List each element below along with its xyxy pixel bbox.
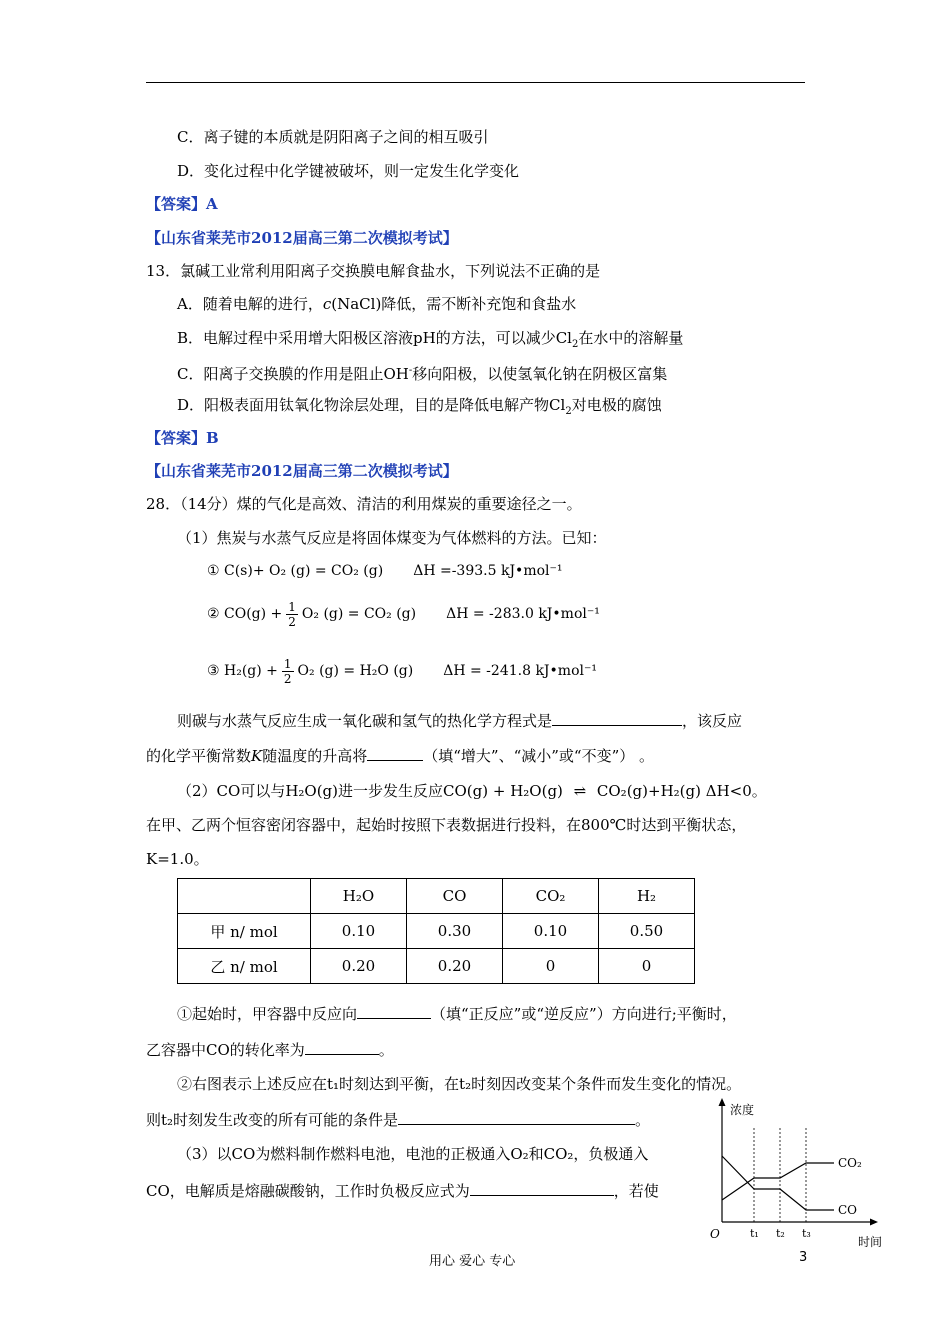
- co2-label: CO₂: [838, 1156, 862, 1170]
- part-3-line1: （3）以CO为燃料制作燃料电池，电池的正极通入O₂和CO₂，负极通入: [177, 1145, 649, 1163]
- t2-label: t₂: [776, 1227, 785, 1240]
- q13-option-c: C．阳离子交换膜的作用是阻止OH-移向阳极，以使氢氧化钠在阴极区富集: [177, 365, 668, 383]
- page-number: 3: [799, 1250, 808, 1265]
- part-2-k-value: K=1.0。: [146, 850, 209, 868]
- source-label: 【山东省莱芜市2012届高三第二次模拟考试】: [146, 229, 458, 247]
- table-cell: H₂: [599, 879, 695, 914]
- part-1-intro: （1）焦炭与水蒸气反应是将固体煤变为气体燃料的方法。已知：: [177, 529, 607, 547]
- table-row: [178, 914, 695, 949]
- t3-label: t₃: [802, 1227, 811, 1240]
- answer-blank[interactable]: [398, 1110, 635, 1125]
- table-cell: CO: [407, 879, 503, 914]
- question-13: 13．氯碱工业常利用阳离子交换膜电解食盐水，下列说法不正确的是: [146, 262, 601, 280]
- answer-blank[interactable]: [367, 746, 423, 761]
- question-i-line2: 乙容器中CO的转化率为 。: [146, 1041, 394, 1059]
- table-cell: 0.20: [311, 949, 407, 984]
- table-cell: CO₂: [503, 879, 599, 914]
- y-axis-arrow: [719, 1098, 726, 1106]
- equation-1: ① C(s)+ O₂ (g) = CO₂ (g) ΔH =-393.5 kJ•mol⁻¹: [207, 563, 563, 579]
- table-cell: H₂O: [311, 879, 407, 914]
- y-axis-label: 浓度: [730, 1103, 755, 1117]
- part-1-question-line1: 则碳与水蒸气反应生成一氧化碳和氢气的热化学方程式是 ，该反应: [177, 712, 743, 730]
- table-cell: 0: [503, 949, 599, 984]
- part-1-question-line2: 的化学平衡常数K随温度的升高将 （填“增大”、“减小”或“不变”） 。: [146, 747, 655, 765]
- footer-slogan: 用心 爱心 专心: [429, 1254, 516, 1269]
- table-cell: 0.30: [407, 914, 503, 949]
- t1-label: t₁: [750, 1227, 759, 1240]
- co2-curve: [722, 1163, 834, 1200]
- table-cell: 0.10: [503, 914, 599, 949]
- co-label: CO: [838, 1203, 858, 1217]
- co-curve: [722, 1156, 834, 1210]
- table-cell: 0: [599, 949, 695, 984]
- table-cell: 甲 n/ mol: [178, 914, 311, 949]
- answer-label: 【答案】A: [146, 195, 218, 213]
- option-d: D．变化过程中化学键被破坏，则一定发生化学变化: [177, 162, 520, 180]
- part-2-reaction: （2）CO可以与H₂O(g)进一步发生反应CO(g) + H₂O(g) ⇌ CO₂(g)+H₂(g) ΔH<0。: [177, 782, 767, 800]
- source-label: 【山东省莱芜市2012届高三第二次模拟考试】: [146, 462, 458, 480]
- header-rule: [146, 82, 805, 83]
- table-cell: 0.20: [407, 949, 503, 984]
- equation-3: ③ H₂(g) + $\frac{1}{2}$ O₂ (g) = H₂O (g) ΔH = -241.8 kJ•mol⁻¹: [207, 656, 597, 686]
- part-3-line2: CO，电解质是熔融碳酸钠，工作时负极反应式为 ，若使: [146, 1182, 659, 1200]
- table-cell: 0.10: [311, 914, 407, 949]
- answer-blank[interactable]: [552, 711, 682, 726]
- q13-option-b: B．电解过程中采用增大阳极区溶液pH的方法，可以减少$Cl_2$在水中的溶解量: [177, 329, 684, 350]
- table-cell: 0.50: [599, 914, 695, 949]
- table-row: [178, 949, 695, 984]
- origin-label: O: [710, 1227, 720, 1241]
- part-2-conditions: 在甲、乙两个恒容密闭容器中，起始时按照下表数据进行投料，在800℃时达到平衡状态，: [146, 816, 747, 834]
- q13-option-a: A．随着电解的进行，c(NaCl)降低，需不断补充饱和食盐水: [177, 295, 577, 313]
- feed-table: [177, 878, 695, 984]
- table-header-row: [178, 879, 695, 914]
- equation-2: ② CO(g) + $\frac{1}{2}$ O₂ (g) = CO₂ (g) ΔH = -283.0 kJ•mol⁻¹: [207, 599, 600, 629]
- answer-blank[interactable]: [305, 1040, 379, 1055]
- table-cell: 乙 n/ mol: [178, 949, 311, 984]
- answer-blank[interactable]: [357, 1004, 431, 1019]
- q13-option-d: D．阳极表面用钛氧化物涂层处理，目的是降低电解产物$Cl_2$对电极的腐蚀: [177, 396, 662, 417]
- question-ii-line1: ②右图表示上述反应在t₁时刻达到平衡，在t₂时刻因改变某个条件而发生变化的情况。: [177, 1075, 742, 1093]
- option-c: C．离子键的本质就是阴阳离子之间的相互吸引: [177, 128, 489, 146]
- answer-label: 【答案】B: [146, 429, 219, 447]
- question-i-line1: ①起始时，甲容器中反应向 （填“正反应”或“逆反应”）方向进行;平衡时，: [177, 1005, 737, 1023]
- x-axis-label: 时间: [858, 1235, 883, 1249]
- answer-blank[interactable]: [470, 1181, 614, 1196]
- question-28: 28．（14分）煤的气化是高效、清洁的利用煤炭的重要途径之一。: [146, 495, 582, 513]
- x-axis-arrow: [870, 1219, 878, 1226]
- concentration-time-graph: [700, 1092, 890, 1250]
- question-ii-line2: 则t₂时刻发生改变的所有可能的条件是 。: [146, 1111, 651, 1129]
- table-cell: [178, 879, 311, 914]
